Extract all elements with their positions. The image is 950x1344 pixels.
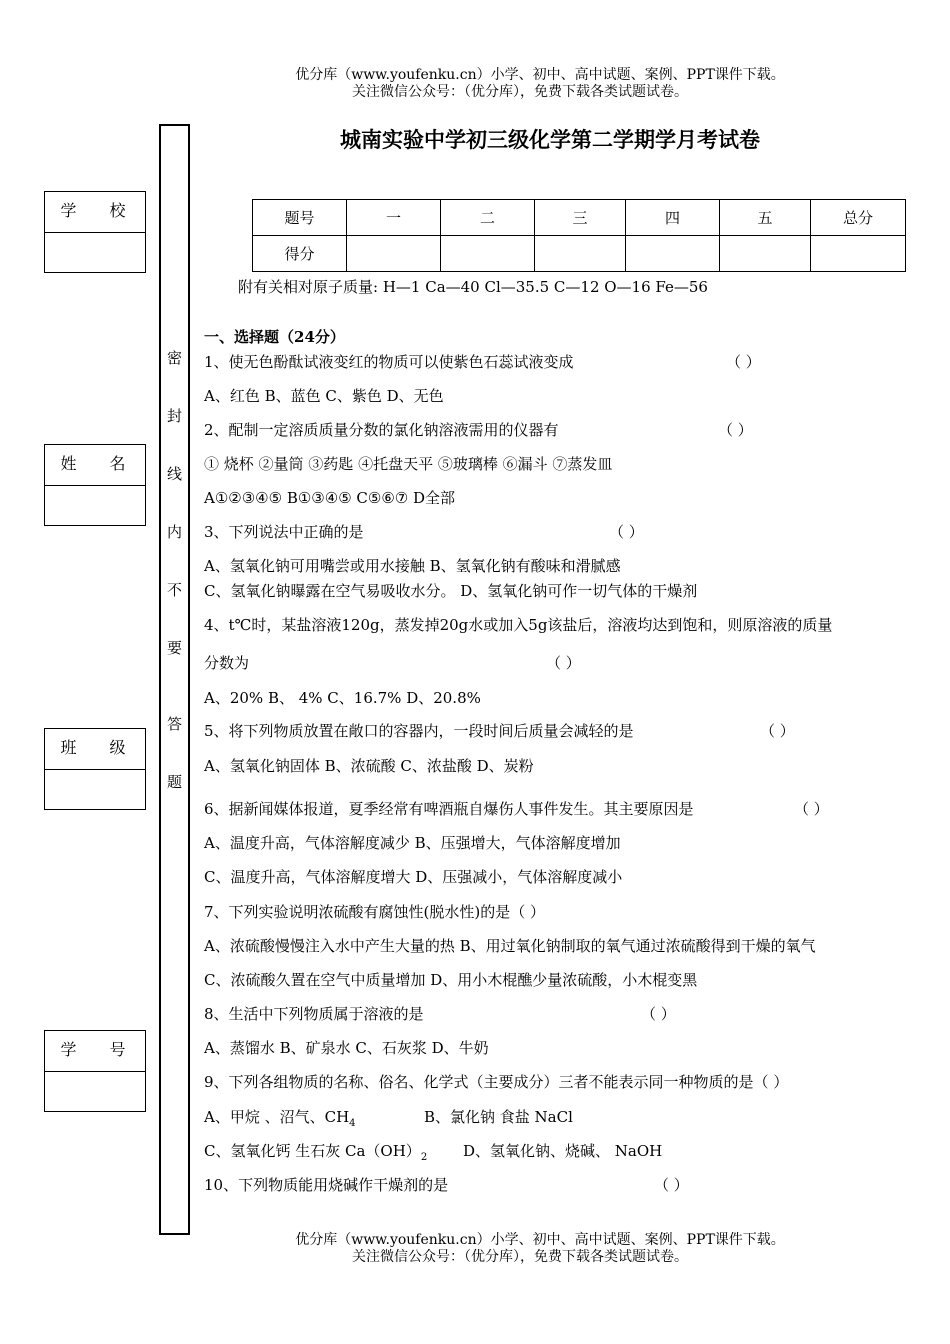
score-header-cell: 三: [535, 200, 626, 236]
question-3-options-cd: C、氢氧化钠曝露在空气易吸收水分。 D、氢氧化钠可作一切气体的干燥剂: [204, 582, 698, 600]
score-table: [252, 199, 906, 272]
page-header: [0, 67, 950, 101]
question-10: 10、下列物质能用烧碱作干燥剂的是: [204, 1176, 449, 1194]
question-9-option-d: D、氢氧化钠、烧碱、 NaOH: [463, 1142, 663, 1160]
class-field[interactable]: [45, 770, 145, 809]
question-2-options: A①②③④⑤ B①③④⑤ C⑤⑥⑦ D全部: [204, 489, 456, 507]
school-field[interactable]: [45, 233, 145, 272]
exam-title: 城南实验中学初三级化学第二学期学月考试卷: [340, 128, 760, 152]
question-3-options-ab: A、氢氧化钠可用嘴尝或用水接触 B、氢氧化钠有酸味和滑腻感: [204, 557, 621, 575]
question-9-option-b: B、氯化钠 食盐 NaCl: [424, 1108, 573, 1126]
seal-char: 内: [166, 523, 182, 541]
answer-paren: （ ）: [718, 421, 753, 439]
score-header-cell: 一: [347, 200, 441, 236]
name-field[interactable]: [45, 486, 145, 525]
score-cell[interactable]: [626, 236, 720, 272]
question-7-options-cd: C、浓硫酸久置在空气中质量增加 D、用小木棍醮少量浓硫酸，小木棍变黑: [204, 971, 698, 989]
school-box: [44, 191, 146, 273]
question-8-options: A、蒸馏水 B、矿泉水 C、石灰浆 D、牛奶: [204, 1039, 489, 1057]
score-cell[interactable]: [811, 236, 906, 272]
seal-char: 密: [166, 349, 182, 367]
question-5-options: A、氢氧化钠固体 B、浓硫酸 C、浓盐酸 D、炭粉: [204, 757, 534, 775]
seal-char: 要: [166, 639, 182, 657]
answer-paren: （ ）: [609, 523, 644, 541]
answer-paren: （ ）: [546, 654, 581, 672]
answer-paren: （ ）: [760, 722, 795, 740]
answer-paren: （ ）: [654, 1176, 689, 1194]
number-field[interactable]: [45, 1072, 145, 1111]
school-label: 学 校: [45, 192, 145, 233]
class-box: [44, 728, 146, 810]
answer-paren: （ ）: [726, 353, 761, 371]
question-1-options: A、红色 B、蓝色 C、紫色 D、无色: [204, 387, 444, 405]
question-6: 6、据新闻媒体报道，夏季经常有啤酒瓶自爆伤人事件发生。其主要原因是: [204, 800, 694, 818]
score-cell[interactable]: [720, 236, 811, 272]
score-header-row: [253, 200, 906, 236]
question-9: 9、下列各组物质的名称、俗名、化学式（主要成分）三者不能表示同一种物质的是（ ）: [204, 1073, 789, 1091]
seal-char: 不: [166, 581, 182, 599]
score-cell[interactable]: [535, 236, 626, 272]
question-4-continued: 分数为: [204, 654, 250, 672]
footer-line2: 关注微信公众号：（优分库），免费下载各类试题试卷。: [352, 1249, 688, 1265]
score-cell[interactable]: [347, 236, 441, 272]
score-cell[interactable]: [441, 236, 535, 272]
score-header-cell: 题号: [253, 200, 347, 236]
footer-line1: 优分库（www.youfenku.cn）小学、初中、高中试题、案例、PPT课件下载。: [295, 1232, 785, 1248]
question-5: 5、将下列物质放置在敞口的容器内，一段时间后质量会减轻的是: [204, 722, 634, 740]
score-header-cell: 五: [720, 200, 811, 236]
question-2: 2、配制一定溶质质量分数的氯化钠溶液需用的仪器有: [204, 421, 559, 439]
question-8: 8、生活中下列物质属于溶液的是: [204, 1005, 424, 1023]
seal-char: 线: [166, 465, 182, 483]
subscript: 4: [349, 1118, 356, 1129]
class-label: 班 级: [45, 729, 145, 770]
number-label: 学 号: [45, 1031, 145, 1072]
seal-line-strip: [159, 124, 190, 1235]
question-1: 1、使无色酚酞试液变红的物质可以使紫色石蕊试液变成: [204, 353, 574, 371]
seal-char: 题: [166, 773, 182, 791]
option-text: C、氢氧化钙 生石灰 Ca（OH）: [204, 1142, 421, 1160]
subscript: 2: [420, 1152, 428, 1163]
question-6-options-cd: C、温度升高，气体溶解度增大 D、压强减小，气体溶解度减小: [204, 868, 623, 886]
name-box: [44, 444, 146, 526]
number-box: [44, 1030, 146, 1112]
question-4-options: A、20% B、 4% C、16.7% D、20.8%: [204, 689, 481, 707]
question-4: 4、t℃时，某盐溶液120g，蒸发掉20g水或加入5g该盐后，溶液均达到饱和，则原溶液的质量: [204, 616, 833, 634]
score-header-cell: 四: [626, 200, 720, 236]
question-2-items: ① 烧杯 ②量筒 ③药匙 ④托盘天平 ⑤玻璃棒 ⑥漏斗 ⑦蒸发皿: [204, 455, 613, 473]
answer-paren: （ ）: [641, 1005, 676, 1023]
question-9-option-a: [204, 1106, 356, 1129]
question-6-options-ab: A、温度升高，气体溶解度减少 B、压强增大，气体溶解度增加: [204, 834, 621, 852]
section-heading: 一、选择题（24分）: [204, 328, 345, 346]
score-header-cell: 总分: [811, 200, 906, 236]
seal-char: 封: [166, 407, 182, 425]
page-footer: [0, 1232, 950, 1266]
name-label: 姓 名: [45, 445, 145, 486]
atomic-mass-note: 附有关相对原子质量: H—1 Ca—40 Cl—35.5 C—12 O—16 Fe—56: [238, 278, 708, 296]
answer-paren: （ ）: [794, 800, 829, 818]
score-row: [253, 236, 906, 272]
score-row-label: 得分: [253, 236, 347, 272]
header-line1: 优分库（www.youfenku.cn）小学、初中、高中试题、案例、PPT课件下载。: [295, 67, 785, 83]
question-7-options-ab: A、浓硫酸慢慢注入水中产生大量的热 B、用过氧化钠制取的氧气通过浓硫酸得到干燥的氧气: [204, 937, 816, 955]
question-9-option-c: [204, 1140, 427, 1163]
option-text: A、甲烷 、沼气、CH: [204, 1108, 350, 1126]
header-line2: 关注微信公众号：（优分库），免费下载各类试题试卷。: [352, 84, 688, 100]
question-7: 7、下列实验说明浓硫酸有腐蚀性(脱水性)的是（ ）: [204, 903, 546, 921]
question-3: 3、下列说法中正确的是: [204, 523, 364, 541]
score-header-cell: 二: [441, 200, 535, 236]
seal-char: 答: [166, 715, 182, 733]
